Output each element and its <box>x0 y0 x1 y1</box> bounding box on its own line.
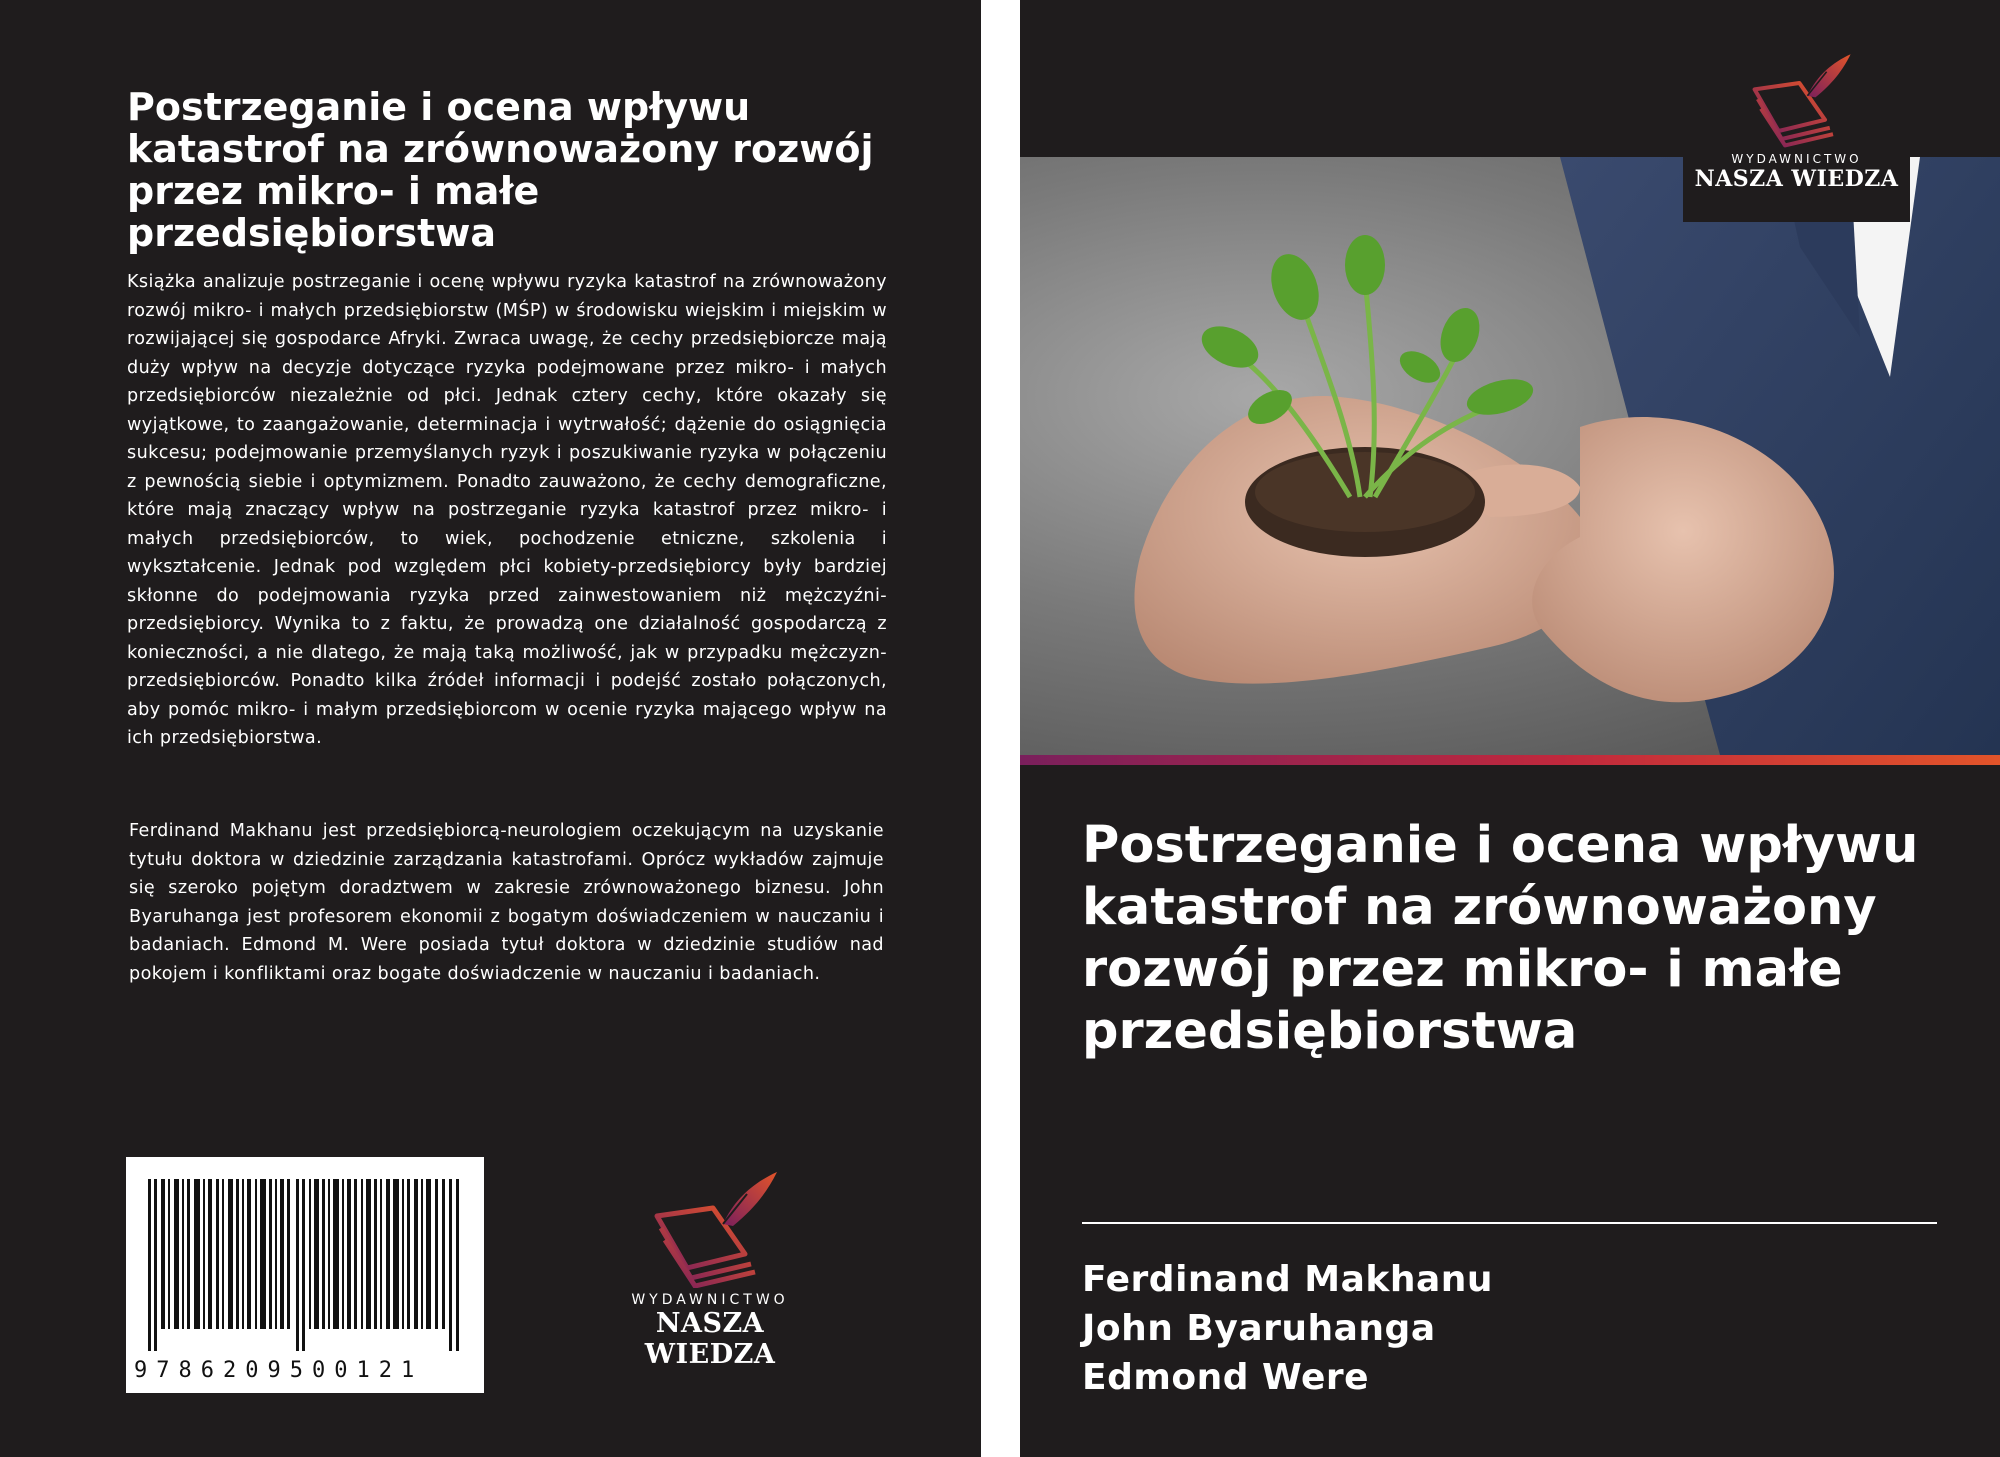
publisher-logo-front <box>1683 50 1910 222</box>
publisher-name: NASZA WIEDZA <box>644 1308 776 1370</box>
author-bio: Ferdinand Makhanu jest przedsiębiorcą-neurologiem oczekującym na uzyskanie tytułu doktora w dziedzinie zarządzania katastrofami. Oprócz wykładów zajmuje się szeroko pojętym doradztwem w zakresie zrównoważonego biznesu. John Byaruhanga jest profesorem ekonomii z bogatym doświadczeniem w nauczaniu i badaniach. Edmond M. Were posiada tytuł doktora w dziedzinie studiów nad pokojem i konfliktami oraz bogate doświadczenie w nauczaniu i badaniach. <box>129 821 884 984</box>
cover-photo <box>1020 157 2000 755</box>
divider <box>1082 1222 1937 1224</box>
barcode-bars <box>146 1179 464 1351</box>
back-cover-title: Postrzeganie i ocena wpływu katastrof na zrównoważony rozwój przez mikro- i małe przedsiębiorstwa <box>127 85 874 255</box>
book-quill-logo-icon <box>635 1168 785 1288</box>
accent-bar <box>1020 755 2000 765</box>
isbn-digits: 9786209500121 <box>134 1358 424 1383</box>
publisher-kicker: WYDAWNICTWO <box>1731 152 1862 166</box>
isbn-barcode <box>126 1157 484 1393</box>
publisher-kicker: WYDAWNICTWO <box>631 1292 789 1308</box>
front-cover-title: Postrzeganie i ocena wpływu katastrof na zrównoważony rozwój przez mikro- i małe przedsiębiorstwa <box>1082 816 1919 1061</box>
author-list <box>1082 1255 1782 1402</box>
publisher-name: NASZA WIEDZA <box>1694 166 1899 192</box>
publisher-logo-back <box>590 1168 830 1370</box>
book-quill-logo-icon <box>1737 50 1857 148</box>
author-name: Ferdinand Makhanu <box>1082 1259 1494 1300</box>
front-cover <box>1020 0 2000 1457</box>
book-description: Książka analizuje postrzeganie i ocenę wpływu ryzyka katastrof na zrównoważony rozwój mikro- i małych przedsiębiorstw (MŚP) w środowisku wiejskim i miejskim w rozwijającej się gospodarce Afryki. Zwraca uwagę, że cechy przedsiębiorcze mają duży wpływ na decyzje dotyczące ryzyka podejmowane przez mikro- i małych przedsiębiorców niezależnie od płci. Jednak cztery cechy, które okazały się wyjątkowe, to zaangażowanie, determinacja i wytrwałość; dążenie do osiągnięcia sukcesu; podejmowanie przemyślanych ryzyk i poszukiwanie ryzyka w połączeniu z pewnością siebie i optymizmem. Ponadto zauważono, że cechy demograficzne, które mają znaczący wpływ na postrzeganie ryzyka katastrof przez mikro- i małych przedsiębiorców, to wiek, pochodzenie etniczne, szkolenia i wykształcenie. Jednak pod względem płci kobiety-przedsiębiorcy były bardziej skłonne do podejmowania ryzyka przed zainwestowaniem niż mężczyźni-przedsiębiorcy. Wynika to z faktu, że prowadzą one działalność gospodarczą z konieczności, a nie dlatego, że mają taką możliwość, jak w przypadku mężczyzn-przedsiębiorców. Ponadto kilka źródeł informacji i podejść zostało połączonych, aby pomóc mikro- i małym przedsiębiorcom w ocenie ryzyka mającego wpływ na ich przedsiębiorstwa. <box>127 272 887 748</box>
author-name: John Byaruhanga <box>1082 1308 1436 1349</box>
author-name: Edmond Were <box>1082 1357 1370 1398</box>
hands-seedling-illustration <box>1020 157 2000 755</box>
back-cover <box>0 0 981 1457</box>
